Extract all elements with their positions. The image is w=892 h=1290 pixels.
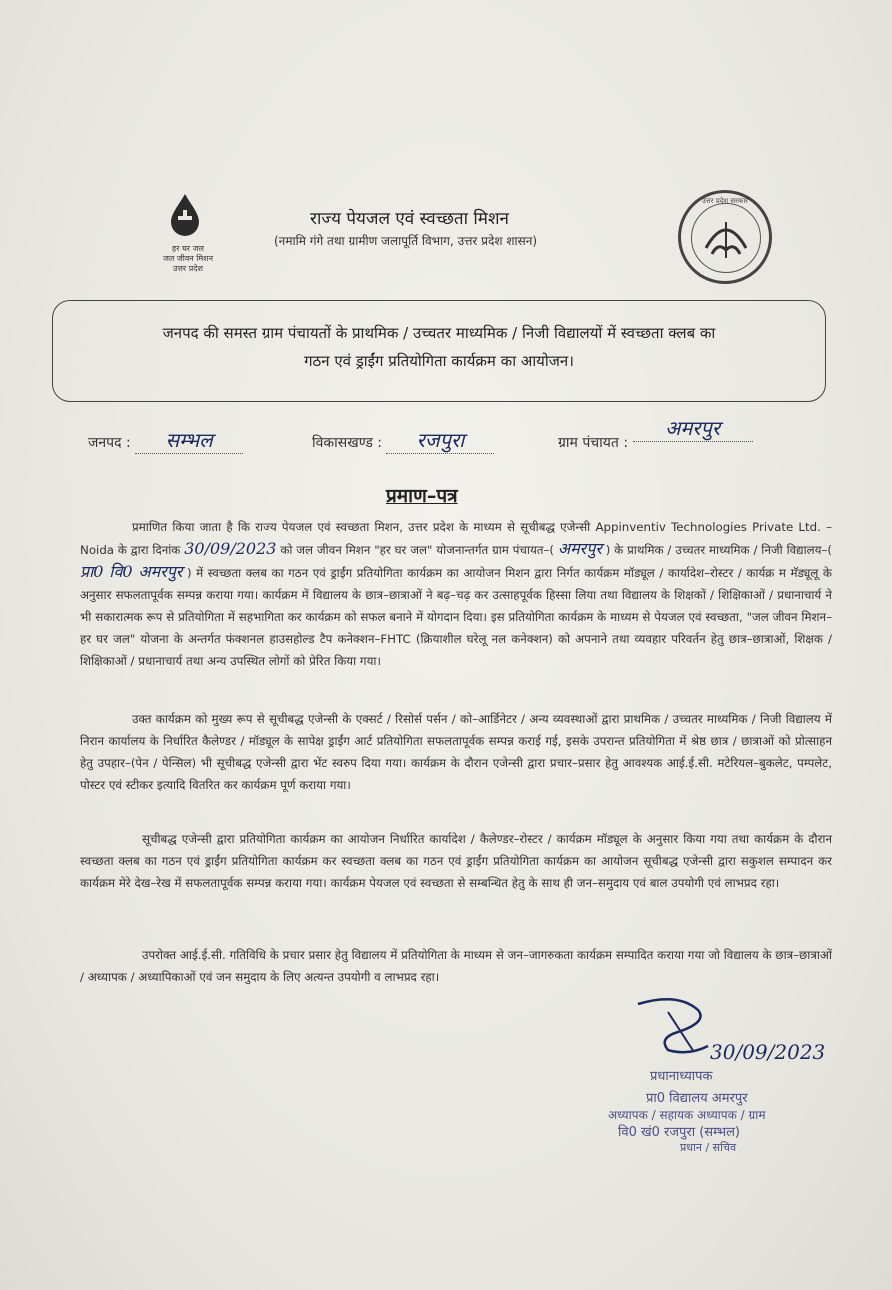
logo-text-3: उत्तर प्रदेश <box>173 264 203 273</box>
program-date: 30/09/2023 <box>184 539 277 558</box>
block-line <box>386 426 494 454</box>
org-title: राज्य पेयजल एवं स्वच्छता मिशन <box>310 209 509 229</box>
panchayat-line <box>633 414 753 442</box>
water-drop-icon <box>168 192 202 238</box>
school-name: प्रा0 वि0 अमरपुर <box>80 562 183 581</box>
certificate-heading: प्रमाण–पत्र <box>386 485 458 507</box>
up-govt-emblem <box>678 190 772 284</box>
block-label: विकासखण्ड : <box>312 435 383 451</box>
para1-text-4: ) में स्वच्छता क्लब का गठन एवं ड्राईंग प्रतियोगिता कार्यक्रम का आयोजन मिशन द्वारा निर्गत कार्यक्रम मॉड्यूल / कार्यादेश–रोस्टर / कार्यक्र म मॅड्यूलू के अनुसार सफलतापूर्वक सम्पन्न कराया गया। कार्यक्रम में विद्यालय के छात्र–छात्राओं ने बढ़–चढ़ कर उत्साहपूर्वक हिस्सा लिया तथा विद्यालय के शिक्षकों / शिक्षिकाओं / प्रधानाचार्य ने भी सकारात्मक रूप से प्रतियोगिता में सहभागिता कर कार्यक्रम को सफल बनाने में योगदान दिया। इस प्रतियोगिता कार्यक्रम के माध्यम से पेयजल एवं स्वच्छता, "जल जीवन मिशन–हर घर जल" योजना के अन्तर्गत फंक्शनल हाउसहोल्ड टैप कनेक्शन–FHTC (क्रियाशील घरेलू नल कनेक्शन) को अपनाने तथा व्यवहार परिवर्तन हेतु छात्र–छात्राओं, शिक्षक / शिक्षिकाओं / प्रधानाचार्य तथा अन्य उपस्थित लोगों को प्रेरित किया गया। <box>80 566 832 668</box>
block-field <box>312 426 494 454</box>
district-field <box>88 426 243 454</box>
emblem-inner <box>691 203 761 273</box>
block-value: रजपुरा <box>416 428 465 452</box>
stamp-line-1: प्रधानाध्यापक <box>650 1069 713 1084</box>
district-value: सम्भल <box>165 428 213 452</box>
para1-text-2: को जल जीवन मिशन "हर घर जल" योजनान्तर्गत ग्राम पंचायत–( <box>280 543 555 557</box>
stamp-line-5: प्रधान / सचिव <box>680 1141 737 1154</box>
panchayat-field <box>558 416 753 454</box>
logo-text-2: जल जीवन मिशन <box>162 254 214 263</box>
stamp-line-2: प्रा0 विद्यालय अमरपुर <box>646 1091 748 1106</box>
para1-text-3: ) के प्राथमिक / उच्चतर माध्यमिक / निजी विद्यालय–( <box>605 543 833 557</box>
subject-box <box>52 300 826 402</box>
paragraph-2: उक्त कार्यक्रम को मुख्य रूप से सूचीबद्ध एजेन्सी के एक्सर्ट / रिसोर्स पर्सन / को–आर्डिनेटर / अन्य व्यवस्थाओं द्वारा प्राथमिक / उच्चतर माध्यमिक / निजी विद्यालय में निरान कार्यालय के निर्धारित कैलेण्डर / मॉड्यूल के सापेक्ष ड्राईंग आर्ट प्रतियोगिता सफलतापूर्वक सम्पन्न कराई गई, इसके उपरान्त प्रतियोगिता में श्रेष्ठ छात्र / छात्राओं को प्रोत्साहन हेतु उपहार–(पेन / पेन्सिल) भी सूचीबद्ध एजेन्सी द्वारा भेंट स्वरुप दिया गया। कार्यक्रम के दौरान एजेन्सी द्वारा प्रचार–प्रसार हेतु आवश्यक आई.ई.सी. मटेरियल–बुकलेट, पम्पलेट, पोस्टर एवं स्टीकर इत्यादि वितरित कर कार्यक्रम पूर्ण कराया गया। <box>80 712 832 792</box>
stamp-line-4: वि0 खं0 रजपुरा (सम्भल) <box>618 1125 740 1140</box>
stamp-line-3: अध्यापक / सहायक अध्यापक / ग्राम <box>608 1108 766 1122</box>
panchayat-value: अमरपुर <box>665 416 721 440</box>
district-line <box>135 426 243 454</box>
paragraph-3: सूचीबद्ध एजेन्सी द्वारा प्रतियोगिता कार्यक्रम का आयोजन निर्धारित कार्यादेश / कैलेण्डर–रोस्टर / कार्यक्रम मॉड्यूल के अनुसार किया गया तथा कार्यक्रम के दौरान स्वच्छता क्लब का गठन एवं ड्राईंग प्रतियोगिता कार्यक्रम कर स्वच्छता क्लब का गठन एवं ड्राईंग प्रतियोगिता कार्यक्रम का आयोजन सूचीबद्ध एजेन्सी द्वारा सकुशल सम्पादन कर कार्यक्रम मेरे देख–रेख में सफलतापूर्वक सम्पन्न कराया गया। कार्यक्रम पेयजल एवं स्वच्छता से सम्बन्धित हेतु के साथ ही जन–समुदाय एवं बाल उपयोगी एवं लाभप्रद रहा। <box>80 832 832 890</box>
fish-bow-emblem-icon <box>692 204 760 272</box>
para1-text-1: प्रमाणित किया जाता है कि राज्य पेयजल एवं स्वच्छता मिशन, उत्तर प्रदेश के माध्यम से सूचीबद्ध एजेन्सी Appinventiv Technologies Private Ltd. – Noida के द्वारा दिनांक <box>80 520 832 557</box>
subject-line-1: जनपद की समस्त ग्राम पंचायतों के प्राथमिक / उच्चतर माध्यमिक / निजी विद्यालयों में स्वच्छता क्लब का <box>162 324 716 342</box>
district-label: जनपद : <box>88 435 131 451</box>
paragraph-1 <box>80 516 832 672</box>
har-ghar-jal-logo <box>148 192 228 282</box>
emblem-text: उत्तर प्रदेश सरकार <box>701 197 749 205</box>
para1-panchayat: अमरपुर <box>557 539 602 558</box>
signature-date: 30/09/2023 <box>710 1040 826 1064</box>
paragraph-4: उपरोक्त आई.ई.सी. गतिविधि के प्रचार प्रसार हेतु विद्यालय में प्रतियोगिता के माध्यम से जन–जागरुकता कार्यक्रम सम्पादित कराया गया जो विद्यालय के छात्र–छात्राओं / अध्यापक / अध्यापिकाओं एवं जन समुदाय के लिए अत्यन्त उपयोगी व लाभप्रद रहा। <box>80 948 832 984</box>
subject-line-2: गठन एवं ड्राईंग प्रतियोगिता कार्यक्रम का आयोजन। <box>304 352 574 370</box>
org-subtitle: (नमामि गंगे तथा ग्रामीण जलापूर्ति विभाग, उत्तर प्रदेश शासन) <box>274 234 538 248</box>
signature-block <box>598 992 838 1162</box>
panchayat-label: ग्राम पंचायत : <box>558 435 629 451</box>
logo-text-1: हर घर जल <box>172 244 204 253</box>
